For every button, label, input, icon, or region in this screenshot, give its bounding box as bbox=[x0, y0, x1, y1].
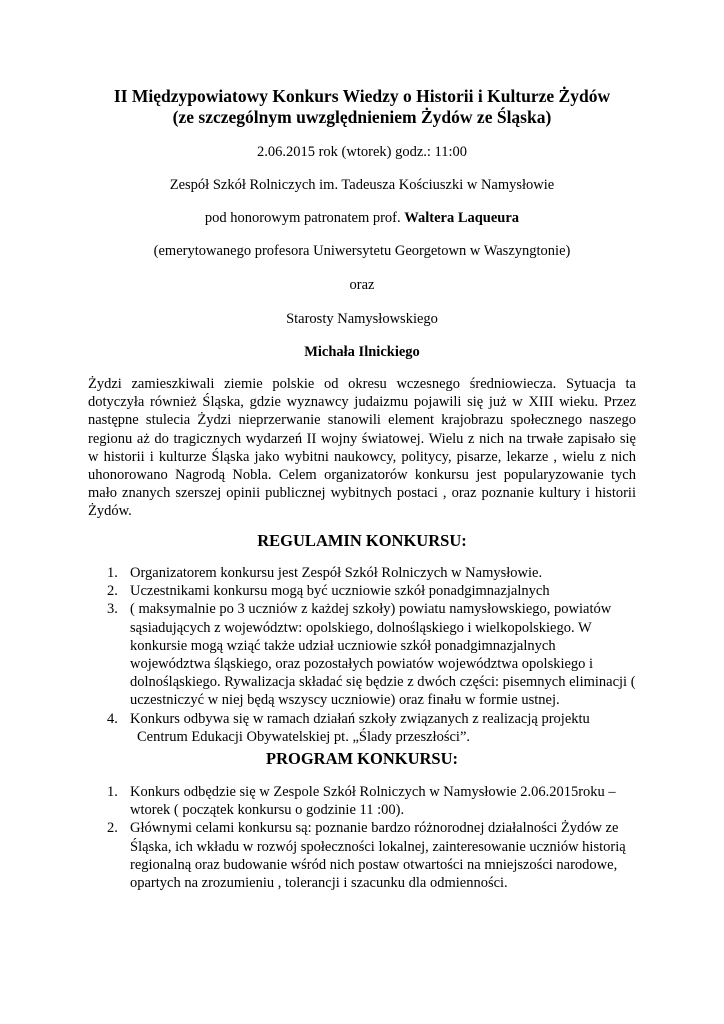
and-line: oraz bbox=[349, 277, 375, 293]
program-heading: PROGRAM KONKURSU: bbox=[265, 749, 459, 768]
starosta-name: Michała Ilnickiego bbox=[304, 344, 420, 360]
list-item-text: Konkurs odbędzie się w Zespole Szkół Rolniczych w Namysłowie 2.06.2015roku – wtorek ( początek konkursu o godzinie 11 :00). bbox=[130, 784, 616, 819]
list-item-text: ( maksymalnie po 3 uczniów z każdej szkoły) powiatu namysłowskiego, powiatów sąsiadujących z województw: opolskiego, dolnośląskiego i wielkopolskiego. W konkursie mogą wziąć także udział uczniowie szkół ponadgimnazjalnych województwa śląskiego, oraz pozostałych powiatów województwa opolskiego i dolnośląskiego. Rywalizacja składać się będzie z dwóch części: pisemnych eliminacji ( uczestniczyć w niej będą wszyscy uczniowie) oraz finału w formie ustnej. bbox=[130, 601, 636, 709]
rules-list bbox=[88, 564, 638, 746]
list-item-text: Głównymi celami konkursu są: poznanie bardzo różnorodnej działalności Żydów ze Śląska, ich wkładu w rozwój społeczności lokalnej, zainteresowanie uczniów historią regionalną oraz budowanie wśród nich postaw otwartości na mniejszości narodowe, opartych na zrozumieniu , tolerancji i szacunku dla odmienności. bbox=[130, 820, 626, 892]
patronage-prefix: pod honorowym patronatem prof. bbox=[204, 210, 405, 226]
list-item bbox=[88, 600, 638, 709]
list-item bbox=[88, 710, 638, 746]
list-item-text: Konkurs odbywa się w ramach działań szkoły związanych z realizacją projektu bbox=[130, 710, 590, 727]
document-title bbox=[0, 86, 724, 128]
list-item bbox=[88, 582, 638, 600]
venue-line: Zespół Szkół Rolniczych im. Tadeusza Kościuszki w Namysłowie bbox=[169, 177, 555, 193]
rules-heading: REGULAMIN KONKURSU: bbox=[257, 531, 467, 550]
list-number: 4. bbox=[107, 710, 118, 727]
list-item-text-continued: Centrum Edukacji Obywatelskiej pt. „Ślady przeszłości”. bbox=[137, 728, 471, 745]
program-list bbox=[88, 783, 638, 892]
intro-paragraph: Żydzi zamieszkiwali ziemie polskie od okresu wczesnego średniowiecza. Sytuacja ta dotyczyła również Śląska, gdzie wyznawcy judaizmu pojawili się już w XIII wieku. Przez następne stulecia Żydzi nieprzerwanie stanowili element krajobrazu społecznego naszego regionu aż do tragicznych wydarzeń II wojny światowej. Wielu z nich na trwałe zapisało się w historii i kulturze Śląska jako wybitni naukowcy, politycy, pisarze, lekarze , wielu z nich uhonorowano Nagrodą Nobla. Celem organizatorów konkursu jest popularyzowanie tych mało znanych szerszej opinii publicznej wybitnych postaci , oraz poznanie kultury i historii Żydów. bbox=[88, 376, 636, 520]
list-item bbox=[88, 819, 638, 892]
patron-name: Waltera Laqueura bbox=[404, 210, 520, 226]
list-number: 2. bbox=[107, 583, 118, 600]
list-item-text: Uczestnikami konkursu mogą być uczniowie szkół ponadgimnazjalnych bbox=[130, 583, 550, 600]
patron-description: (emerytowanego profesora Uniwersytetu Georgetown w Waszyngtonie) bbox=[153, 243, 571, 259]
list-item bbox=[88, 783, 638, 819]
list-item-text: Organizatorem konkursu jest Zespół Szkół Rolniczych w Namysłowie. bbox=[130, 565, 543, 581]
list-number: 1. bbox=[107, 784, 118, 800]
list-number: 3. bbox=[107, 601, 118, 618]
list-number: 2. bbox=[107, 820, 118, 837]
title-line-1: II Międzypowiatowy Konkurs Wiedzy o Historii i Kulturze Żydów bbox=[113, 86, 611, 106]
list-number: 1. bbox=[107, 565, 118, 581]
patronage-line bbox=[0, 209, 724, 227]
date-line: 2.06.2015 rok (wtorek) godz.: 11:00 bbox=[256, 144, 468, 160]
list-item bbox=[88, 564, 638, 582]
starosta-title: Starosty Namysłowskiego bbox=[286, 311, 438, 327]
title-line-2: (ze szczególnym uwzględnieniem Żydów ze Śląska) bbox=[172, 107, 552, 127]
